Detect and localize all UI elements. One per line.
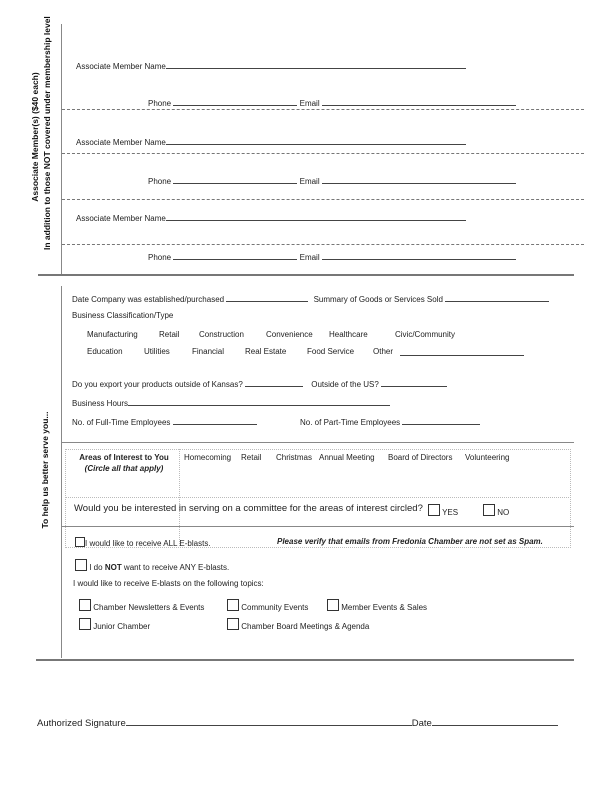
topic-checkbox[interactable] — [327, 599, 339, 611]
summary-goods-field[interactable] — [445, 293, 549, 302]
spam-notice: Please verify that emails from Fredonia Chamber are not set as Spam. — [277, 537, 543, 546]
serve-divider — [62, 442, 574, 443]
associate-member-name-label: Associate Member Name — [76, 62, 166, 71]
classification-manufacturing[interactable]: Manufacturing — [87, 330, 138, 339]
eblast-all-label: I would like to receive ALL E-blasts. — [85, 539, 211, 548]
associate-member-1-phone-field[interactable] — [173, 97, 297, 106]
associate-member-3-phone-field[interactable] — [173, 251, 297, 260]
topic-label: Member Events & Sales — [341, 603, 428, 612]
part-time-row — [300, 416, 480, 427]
associate-member-1-name-field[interactable] — [166, 60, 466, 69]
eblast-none-checkbox[interactable] — [75, 559, 87, 571]
associate-member-1-email-field[interactable] — [322, 97, 516, 106]
classification-utilities[interactable]: Utilities — [144, 347, 170, 356]
serve-section-bottom-border — [36, 659, 574, 661]
area-board-of-directors[interactable]: Board of Directors — [388, 453, 453, 462]
eblast-divider — [62, 526, 574, 527]
eblast-none-row[interactable] — [75, 559, 229, 572]
export-row — [72, 378, 447, 389]
classification-financial[interactable]: Financial — [192, 347, 225, 356]
business-hours-row — [72, 397, 390, 408]
committee-no-option[interactable] — [483, 504, 509, 517]
yes-label: YES — [442, 508, 459, 517]
signature-label: Authorized Signature — [37, 718, 126, 729]
export-kansas-field[interactable] — [245, 378, 303, 387]
classification-construction[interactable]: Construction — [199, 330, 244, 339]
areas-title-cell — [72, 453, 176, 473]
date-label: Date — [411, 718, 432, 729]
export-us-label: Outside of the US? — [311, 380, 379, 389]
section-divider — [62, 109, 584, 110]
eblast-none-bold: NOT — [104, 563, 122, 572]
associate-section-bottom-border — [38, 274, 574, 276]
email-label: Email — [299, 253, 320, 262]
associate-member-2-contact-row — [148, 175, 516, 186]
areas-title: Areas of Interest to You — [79, 453, 169, 462]
topic-checkbox[interactable] — [227, 599, 239, 611]
topic-label: Junior Chamber — [93, 622, 151, 631]
business-hours-field[interactable] — [128, 397, 390, 406]
committee-row — [74, 503, 423, 514]
no-label: NO — [497, 508, 510, 517]
business-hours-label: Business Hours — [72, 399, 129, 408]
associate-section-side-title — [30, 16, 52, 250]
date-established-label: Date Company was established/purchased — [72, 295, 225, 304]
committee-question: Would you be interested in serving on a committee for the areas of interest circled? — [74, 503, 423, 514]
topic-community-events[interactable] — [227, 599, 308, 612]
part-time-label: No. of Part-Time Employees — [300, 418, 401, 427]
topic-board-meetings[interactable] — [227, 618, 369, 631]
topic-label: Chamber Newsletters & Events — [93, 603, 205, 612]
section-divider — [62, 199, 584, 200]
associate-member-2-name-field[interactable] — [166, 136, 466, 145]
areas-table-row-divider — [65, 497, 569, 498]
full-time-field[interactable] — [173, 416, 257, 425]
no-checkbox[interactable] — [483, 504, 495, 516]
part-time-field[interactable] — [402, 416, 480, 425]
topic-chamber-newsletters[interactable] — [79, 599, 204, 612]
topics-label: I would like to receive E-blasts on the following topics: — [73, 579, 264, 588]
eblast-all-row[interactable] — [75, 537, 211, 548]
eblast-none-post: want to receive ANY E-blasts. — [121, 563, 230, 572]
associate-section-left-border — [61, 24, 62, 276]
associate-member-1-contact-row — [148, 97, 516, 108]
associate-member-2-name-row — [76, 136, 466, 147]
topic-checkbox[interactable] — [79, 599, 91, 611]
associate-member-1-name-row — [76, 60, 466, 71]
topic-checkbox[interactable] — [227, 618, 239, 630]
classification-education[interactable]: Education — [87, 347, 123, 356]
associate-member-3-contact-row — [148, 251, 516, 262]
area-annual-meeting[interactable]: Annual Meeting — [319, 453, 375, 462]
yes-checkbox[interactable] — [428, 504, 440, 516]
summary-goods-label: Summary of Goods or Services Sold — [313, 295, 443, 304]
associate-member-name-label: Associate Member Name — [76, 214, 166, 223]
associate-member-3-name-field[interactable] — [166, 212, 466, 221]
classification-other-field[interactable] — [400, 347, 524, 356]
associate-side-title-line2: In addition to those NOT covered under membership level — [42, 16, 52, 250]
signature-row — [37, 717, 558, 729]
associate-member-name-label: Associate Member Name — [76, 138, 166, 147]
phone-label: Phone — [148, 99, 172, 108]
associate-member-2-phone-field[interactable] — [173, 175, 297, 184]
signature-field[interactable] — [126, 717, 412, 726]
associate-member-2-email-field[interactable] — [322, 175, 516, 184]
phone-label: Phone — [148, 177, 172, 186]
date-established-field[interactable] — [226, 293, 308, 302]
area-retail[interactable]: Retail — [241, 453, 262, 462]
classification-retail[interactable]: Retail — [159, 330, 180, 339]
classification-other[interactable]: Other — [373, 347, 394, 356]
area-homecoming[interactable]: Homecoming — [184, 453, 232, 462]
export-kansas-label: Do you export your products outside of Kansas? — [72, 380, 243, 389]
email-label: Email — [299, 177, 320, 186]
email-label: Email — [299, 99, 320, 108]
phone-label: Phone — [148, 253, 172, 262]
serve-section-left-border — [61, 286, 62, 658]
committee-yes-option[interactable] — [428, 504, 458, 517]
classification-food-service[interactable]: Food Service — [307, 347, 355, 356]
topic-label: Community Events — [241, 603, 309, 612]
classification-convenience[interactable]: Convenience — [266, 330, 313, 339]
section-divider — [62, 244, 584, 245]
associate-member-3-email-field[interactable] — [322, 251, 516, 260]
classification-healthcare[interactable]: Healthcare — [329, 330, 368, 339]
employees-row — [72, 416, 257, 427]
area-volunteering[interactable]: Volunteering — [465, 453, 510, 462]
serve-section-side-title: To help us better serve you... — [40, 411, 50, 529]
full-time-label: No. of Full-Time Employees — [72, 418, 171, 427]
areas-subtitle: (Circle all that apply) — [84, 464, 164, 473]
section-divider — [62, 153, 584, 154]
classification-civic-community[interactable]: Civic/Community — [395, 330, 456, 339]
associate-member-3-name-row — [76, 212, 466, 223]
topic-label: Chamber Board Meetings & Agenda — [241, 622, 370, 631]
topic-junior-chamber[interactable] — [79, 618, 150, 631]
eblast-all-checkbox[interactable] — [75, 537, 85, 547]
associate-side-title-line1: Associate Member(s) ($40 each) — [30, 72, 40, 202]
classification-real-estate[interactable]: Real Estate — [245, 347, 287, 356]
area-christmas[interactable]: Christmas — [276, 453, 313, 462]
date-field[interactable] — [432, 717, 558, 726]
topic-checkbox[interactable] — [79, 618, 91, 630]
topic-member-events[interactable] — [327, 599, 427, 612]
date-established-row — [72, 293, 549, 304]
export-us-field[interactable] — [381, 378, 447, 387]
classification-label: Business Classification/Type — [72, 311, 174, 320]
eblast-none-pre: I do — [89, 563, 105, 572]
